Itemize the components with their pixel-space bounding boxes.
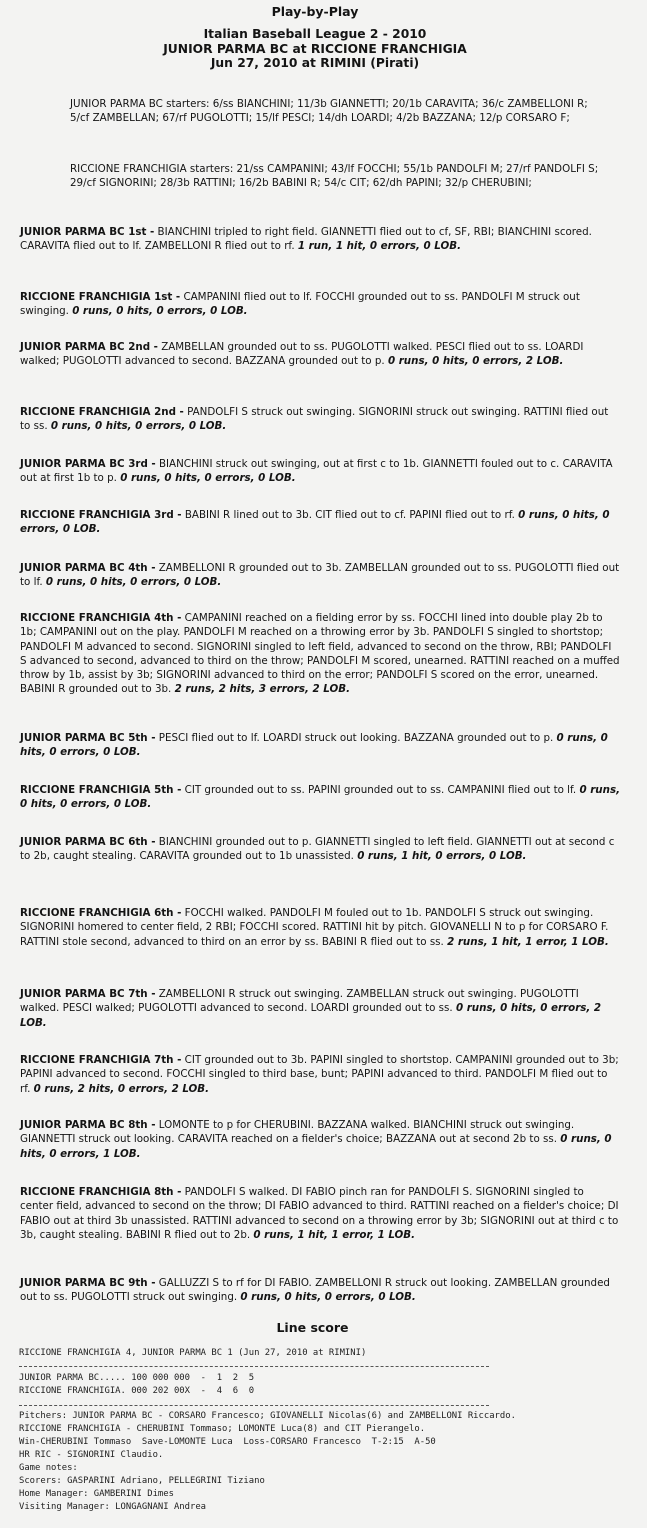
inning-entry [20, 457, 620, 486]
inning-summary: 0 runs, 0 hits, 0 errors, 1 LOB. [20, 1133, 612, 1160]
inning-plays: CIT grounded out to ss. PAPINI grounded out to ss. CAMPANINI flied out to lf. [181, 784, 580, 796]
inning-plays: BIANCHINI grounded out to p. GIANNETTI singled to left field. GIANNETTI out at second c to 2b, caught stealing. CARAVITA grounded out to 1b unassisted. [20, 836, 615, 863]
inning-team: RICCIONE FRANCHIGIA 4th - [20, 612, 182, 624]
inning-summary: 0 runs, 0 hits, 0 errors, 0 LOB. [20, 509, 610, 536]
line-score-row-home: RICCIONE FRANCHIGIA. 000 202 00X - 4 6 0 [19, 1386, 255, 1396]
inning-plays: PESCI flied out to lf. LOARDI struck out looking. BAZZANA grounded out to p. [155, 732, 557, 744]
inning-plays: GALLUZZI S to rf for DI FABIO. ZAMBELLONI R struck out looking. ZAMBELLAN grounded out to ss. PUGOLOTTI struck out swinging. [20, 1277, 610, 1304]
inning-entry [20, 906, 620, 949]
inning-summary: 2 runs, 2 hits, 3 errors, 2 LOB. [174, 683, 351, 696]
inning-summary: 0 runs, 0 hits, 0 errors, 0 LOB. [45, 576, 222, 589]
inning-team: RICCIONE FRANCHIGIA 5th - [20, 784, 182, 796]
inning-team: RICCIONE FRANCHIGIA 8th - [20, 1186, 182, 1198]
game-note-line: RICCIONE FRANCHIGIA - CHERUBINI Tommaso; LOMONTE Luca(8) and CIT Pierangelo. [19, 1424, 426, 1434]
inning-entry [20, 225, 620, 254]
inning-plays: CAMPANINI flied out to lf. FOCCHI grounded out to ss. PANDOLFI M struck out swinging. [20, 291, 580, 318]
inning-plays: FOCCHI walked. PANDOLFI M fouled out to 1b. PANDOLFI S struck out swinging. SIGNORINI homered to center field, 2 RBI; FOCCHI scored. RATTINI hit by pitch. GIOVANELLI N to p for CORSARO F. RATTINI stole second, advanced to third on an error by ss. BABINI R flied out to ss. [20, 907, 609, 948]
game-note-line: HR RIC - SIGNORINI Claudio. [19, 1450, 164, 1460]
inning-team: JUNIOR PARMA BC 1st - [20, 226, 155, 238]
inning-team: JUNIOR PARMA BC 6th - [20, 836, 156, 848]
inning-entry [20, 561, 620, 590]
inning-plays: BIANCHINI tripled to right field. GIANNETTI flied out to cf, SF, RBI; BIANCHINI scored. CARAVITA flied out to lf. ZAMBELLONI R flied out to rf. [20, 226, 592, 253]
game-note-line: Win-CHERUBINI Tommaso Save-LOMONTE Luca Loss-CORSARO Francesco T-2:15 A-50 [19, 1437, 436, 1447]
inning-entry [20, 835, 620, 864]
inning-summary: 0 runs, 0 hits, 0 errors, 0 LOB. [240, 1291, 416, 1304]
game-note-line: Home Manager: GAMBERINI Dimes [19, 1489, 174, 1499]
inning-plays: CIT grounded out to 3b. PAPINI singled to shortstop. CAMPANINI grounded out to 3b; PAPINI advanced to second. FOCCHI singled to third base, bunt; PAPINI advanced to third. PANDOLFI M flied out to rf. [20, 1054, 619, 1095]
inning-team: JUNIOR PARMA BC 2nd - [20, 341, 158, 353]
line-score-header: RICCIONE FRANCHIGIA 4, JUNIOR PARMA BC 1 (Jun 27, 2010 at RIMINI) [19, 1348, 367, 1358]
inning-summary: 0 runs, 0 hits, 0 errors, 2 LOB. [20, 1002, 602, 1029]
inning-summary: 0 runs, 1 hit, 1 error, 1 LOB. [253, 1228, 416, 1241]
inning-team: RICCIONE FRANCHIGIA 3rd - [20, 509, 182, 521]
line-score-row-away: JUNIOR PARMA BC..... 100 000 000 - 1 2 5 [19, 1373, 255, 1383]
matchup: JUNIOR PARMA BC at RICCIONE FRANCHIGIA [163, 41, 467, 56]
inning-summary: 0 runs, 0 hits, 0 errors, 0 LOB. [72, 305, 248, 318]
inning-summary: 0 runs, 0 hits, 0 errors, 2 LOB. [387, 355, 564, 368]
inning-summary: 0 runs, 0 hits, 0 errors, 0 LOB. [50, 420, 227, 433]
game-date-place: Jun 27, 2010 at RIMINI (Pirati) [210, 56, 420, 70]
league-name: Italian Baseball League 2 - 2010 [203, 27, 427, 41]
inning-plays: ZAMBELLAN grounded out to ss. PUGOLOTTI walked. PESCI flied out to ss. LOARDI walked; PUGOLOTTI advanced to second. BAZZANA grounded out to p. [20, 341, 584, 368]
inning-entry [20, 611, 620, 697]
inning-team: JUNIOR PARMA BC 5th - [20, 732, 156, 744]
inning-plays: BABINI R lined out to 3b. CIT flied out to cf. PAPINI flied out to rf. [181, 509, 519, 521]
home-starters: RICCIONE FRANCHIGIA starters: 21/ss CAMPANINI; 43/lf FOCCHI; 55/1b PANDOLFI M; 27/rf PANDOLFI S; 29/cf SIGNORINI; 28/3b RATTINI; 16/2b BABINI R; 54/c CIT; 62/dh PAPINI; 32/p CHERUBINI; [70, 163, 599, 190]
inning-entry [20, 405, 620, 434]
inning-plays: LOMONTE to p for CHERUBINI. BAZZANA walked. BIANCHINI struck out swinging. GIANNETTI struck out looking. CARAVITA reached on a fielder's choice; BAZZANA out at second 2b to ss. [20, 1119, 575, 1146]
inning-entry [20, 340, 620, 369]
inning-summary: 0 runs, 0 hits, 0 errors, 0 LOB. [20, 732, 608, 759]
inning-team: JUNIOR PARMA BC 4th - [20, 562, 156, 574]
inning-plays: PANDOLFI S struck out swinging. SIGNORINI struck out swinging. RATTINI flied out to ss. [20, 406, 609, 433]
game-note-line: Game notes: [19, 1463, 78, 1473]
inning-entry [20, 987, 620, 1030]
inning-plays: ZAMBELLONI R grounded out to 3b. ZAMBELLAN grounded out to ss. PUGOLOTTI flied out to lf. [20, 562, 620, 589]
inning-entry [20, 1185, 620, 1242]
inning-entry [20, 508, 620, 537]
game-header [0, 27, 630, 71]
inning-entry [20, 1118, 620, 1161]
inning-team: JUNIOR PARMA BC 7th - [20, 988, 156, 1000]
away-starters: JUNIOR PARMA BC starters: 6/ss BIANCHINI; 11/3b GIANNETTI; 20/1b CARAVITA; 36/c ZAMBELLONI R; 5/cf ZAMBELLAN; 67/rf PUGOLOTTI; 15/lf PESCI; 14/dh LOARDI; 4/2b BAZZANA; 12/p CORSARO F; [70, 98, 588, 125]
game-note-line: Pitchers: JUNIOR PARMA BC - CORSARO Francesco; GIOVANELLI Nicolas(6) and ZAMBELLONI Riccardo. [19, 1411, 516, 1421]
inning-plays: ZAMBELLONI R struck out swinging. ZAMBELLAN struck out swinging. PUGOLOTTI walked. PESCI walked; PUGOLOTTI advanced to second. LOARDI grounded out to ss. [20, 988, 579, 1015]
line-score-divider [19, 1366, 489, 1367]
page-title: Play-by-Play [271, 4, 359, 19]
inning-entry [20, 731, 620, 760]
inning-entry [20, 290, 620, 319]
inning-summary: 0 runs, 1 hit, 0 errors, 0 LOB. [357, 850, 527, 863]
line-score-title: Line score [276, 1320, 349, 1335]
game-note-line: Scorers: GASPARINI Adriano, PELLEGRINI Tiziano [19, 1476, 265, 1486]
line-score-divider [19, 1405, 489, 1406]
inning-entry [20, 1053, 620, 1096]
inning-team: JUNIOR PARMA BC 8th - [20, 1119, 156, 1131]
inning-plays: BIANCHINI struck out swinging, out at first c to 1b. GIANNETTI fouled out to c. CARAVITA out at first 1b to p. [20, 458, 613, 485]
inning-summary: 0 runs, 0 hits, 0 errors, 0 LOB. [120, 472, 296, 485]
inning-team: RICCIONE FRANCHIGIA 6th - [20, 907, 182, 919]
game-note-line: Visiting Manager: LONGAGNANI Andrea [19, 1502, 207, 1512]
inning-summary: 0 runs, 0 hits, 0 errors, 0 LOB. [20, 784, 620, 811]
inning-plays: CAMPANINI reached on a fielding error by ss. FOCCHI lined into double play 2b to 1b; CAMPANINI out on the play. PANDOLFI M reached on a throwing error by 3b. PANDOLFI S singled to shortstop; PANDOLFI M advanced to second. SIGNORINI singled to left field, advanced to second on the throw, RBI; PANDOLFI S advanced to second, advanced to third on the throw; PANDOLFI M scored, unearned. RATTINI reached on a muffed throw by 1b, assist by 3b; SIGNORINI advanced to third on the error; PANDOLFI S scored on the error, unearned. BABINI R grounded out to 3b. [20, 612, 620, 696]
inning-team: RICCIONE FRANCHIGIA 1st - [20, 291, 181, 303]
inning-summary: 2 runs, 1 hit, 1 error, 1 LOB. [447, 935, 609, 948]
inning-team: RICCIONE FRANCHIGIA 2nd - [20, 406, 184, 418]
inning-team: RICCIONE FRANCHIGIA 7th - [20, 1054, 182, 1066]
inning-team: JUNIOR PARMA BC 3rd - [20, 458, 156, 470]
inning-plays: PANDOLFI S walked. DI FABIO pinch ran for PANDOLFI S. SIGNORINI singled to center field, advanced to second on the throw; DI FABIO advanced to third. RATTINI reached on a fielder's choice; DI FABIO out at third 3b unassisted. RATTINI advanced to second on a throwing error by 3b; SIGNORINI out at third c to 3b, caught stealing. BABINI R flied out to 2b. [20, 1186, 619, 1241]
inning-summary: 1 run, 1 hit, 0 errors, 0 LOB. [297, 240, 461, 253]
inning-team: JUNIOR PARMA BC 9th - [20, 1277, 156, 1289]
inning-entry [20, 1276, 620, 1305]
inning-summary: 0 runs, 2 hits, 0 errors, 2 LOB. [33, 1082, 210, 1095]
inning-entry [20, 783, 620, 812]
